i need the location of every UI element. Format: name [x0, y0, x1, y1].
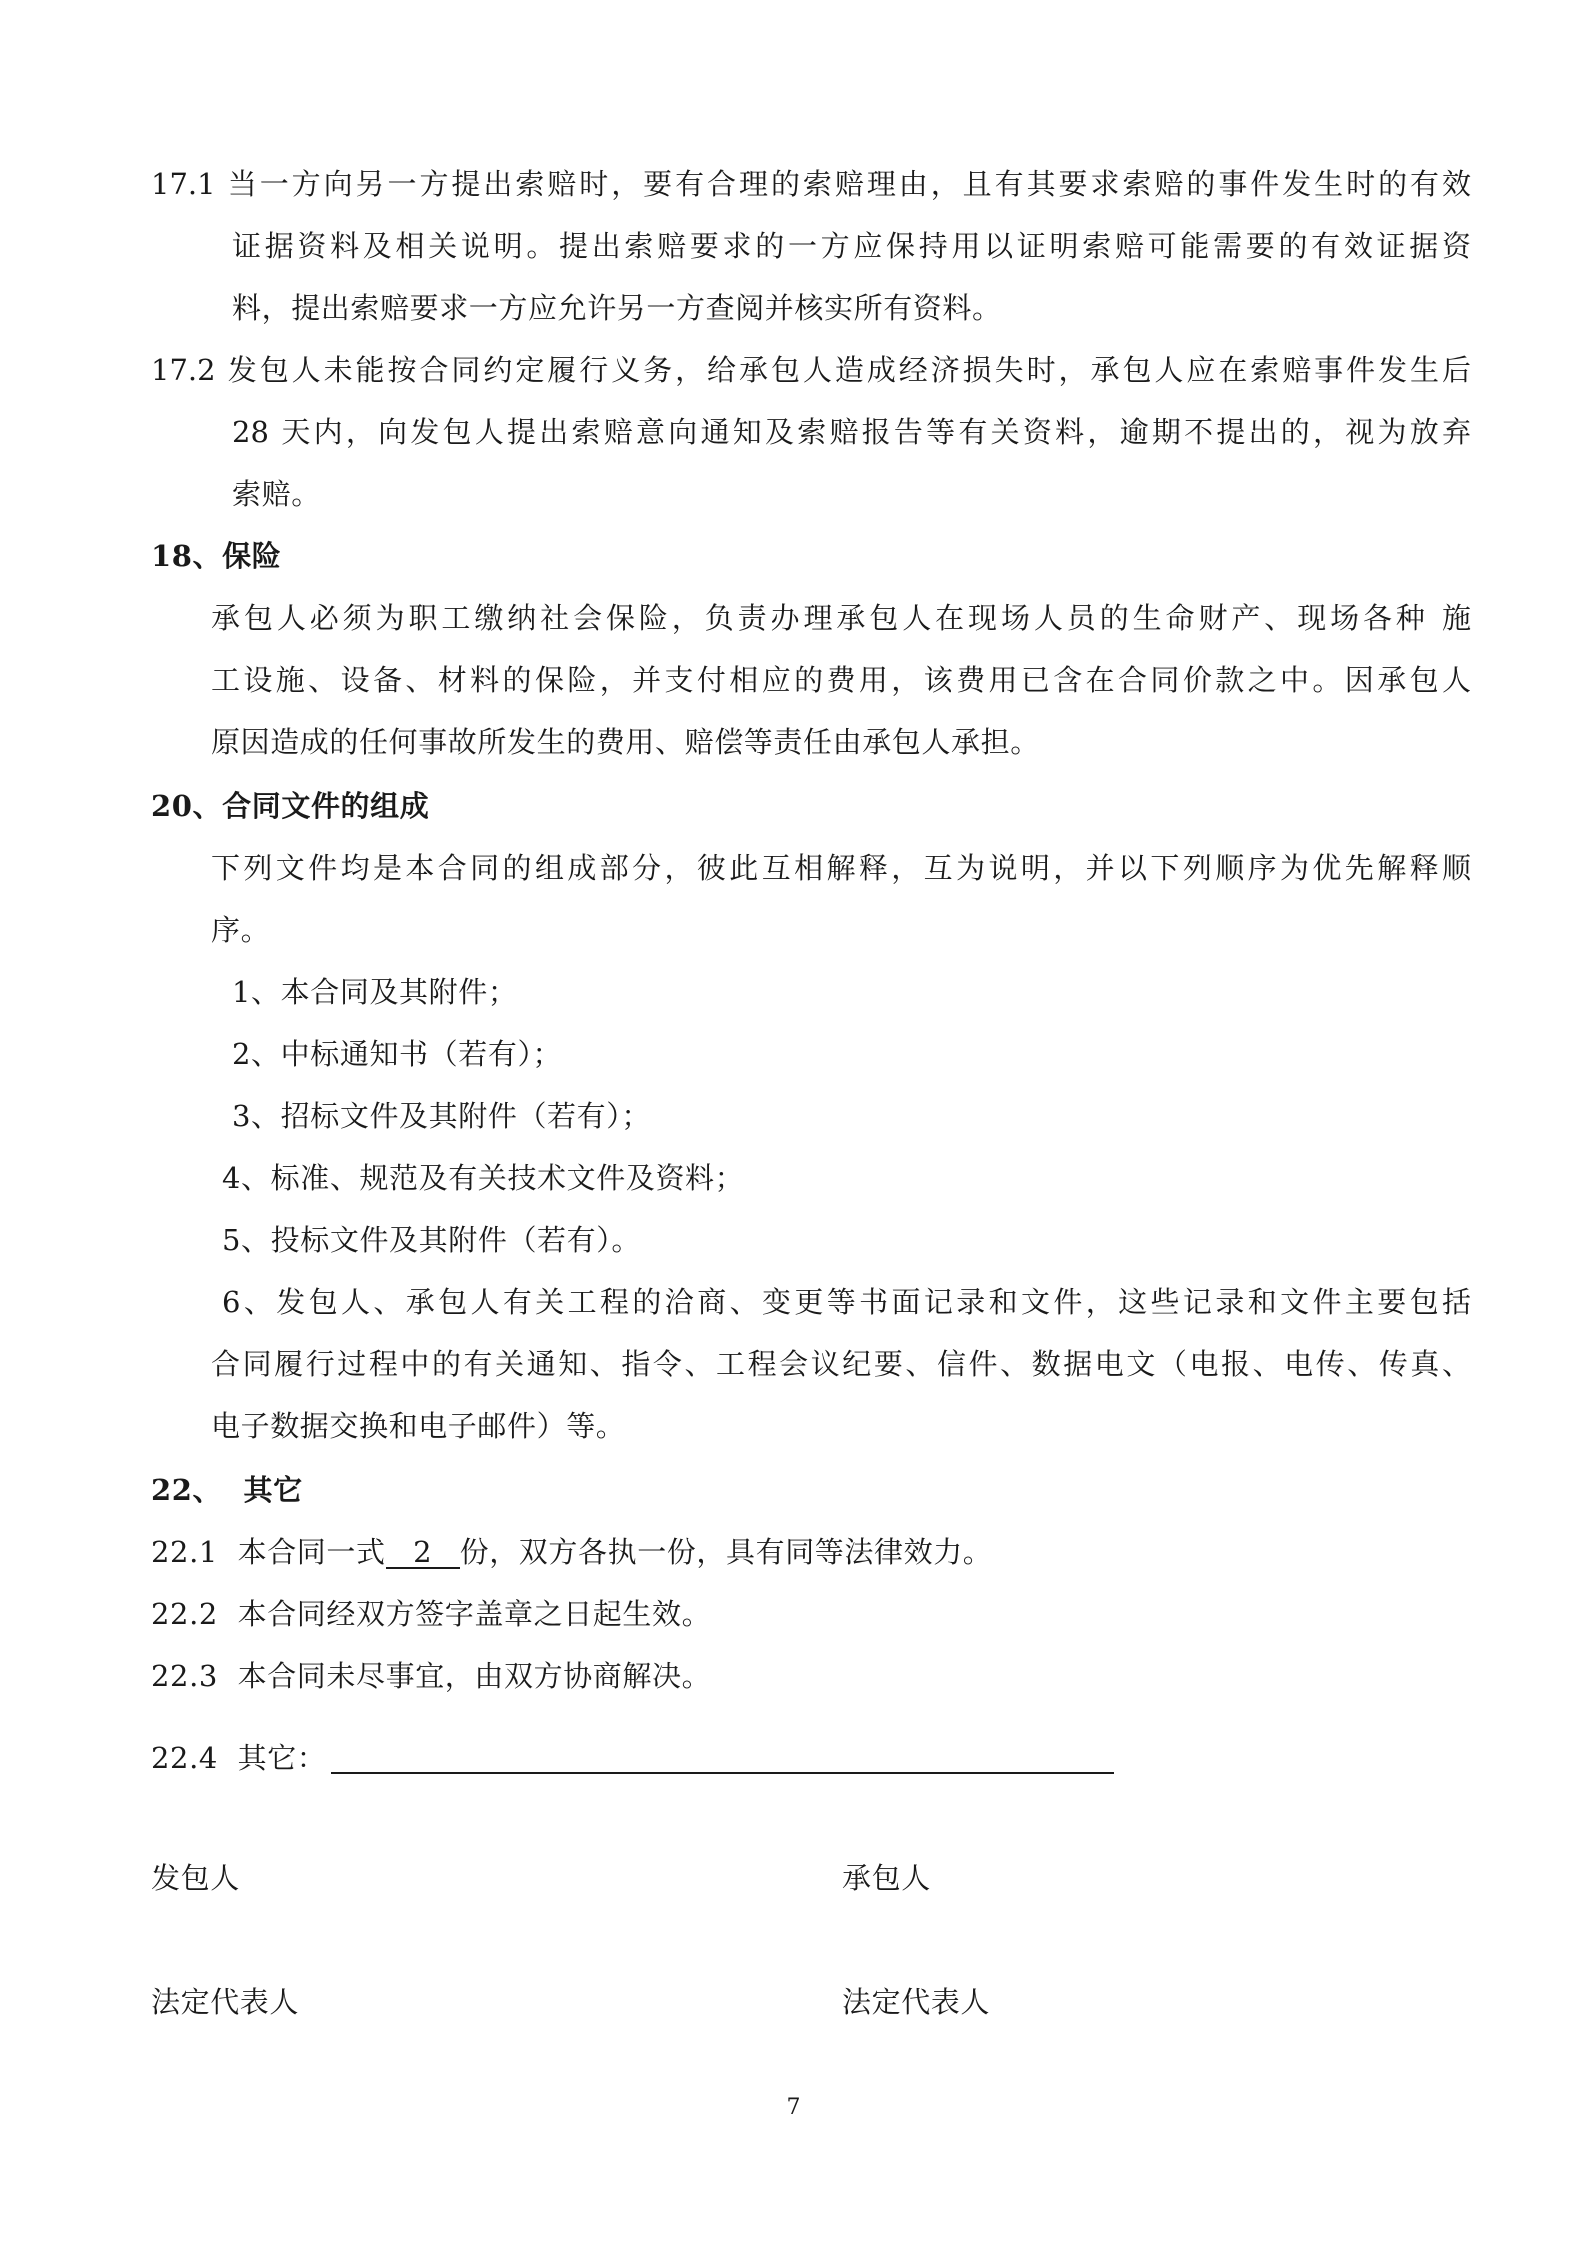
section-20-intro-line-2: 序。 — [211, 913, 271, 947]
clause-17-2-line-2: 28 天内，向发包人提出索赔意向通知及索赔报告等有关资料，逾期不提出的，视为放弃 — [232, 415, 1471, 449]
section-20-item-3: 3、招标文件及其附件（若有）； — [232, 1099, 651, 1133]
clause-22-1-suffix: 份，双方各执一份，具有同等法律效力。 — [459, 1535, 993, 1569]
party-a-representative-label: 法定代表人 — [151, 1985, 300, 2019]
clause-22-1-prefix: 22.1 本合同一式 — [151, 1535, 386, 1569]
section-20-intro-line-1: 下列文件均是本合同的组成部分，彼此互相解释，互为说明，并以下列顺序为优先解释顺 — [211, 851, 1471, 885]
party-a-label: 发包人 — [151, 1861, 240, 1895]
section-18-line-3: 原因造成的任何事故所发生的费用、赔偿等责任由承包人承担。 — [211, 725, 1040, 759]
section-20-item-4: 4、标准、规范及有关技术文件及资料； — [222, 1161, 745, 1195]
other-terms-blank-line — [331, 1772, 1114, 1774]
clause-22-4: 22.4 其它： — [151, 1741, 327, 1775]
clause-22-3: 22.3 本合同未尽事宜，由双方协商解决。 — [151, 1659, 712, 1693]
party-b-representative-label: 法定代表人 — [842, 1985, 991, 2019]
copies-count: 2 — [386, 1537, 460, 1569]
section-20-heading: 20、合同文件的组成 — [151, 789, 430, 823]
section-18-line-1: 承包人必须为职工缴纳社会保险，负责办理承包人在现场人员的生命财产、现场各种 施 — [211, 601, 1471, 635]
clause-22-2: 22.2 本合同经双方签字盖章之日起生效。 — [151, 1597, 712, 1631]
section-20-item-5: 5、投标文件及其附件（若有）。 — [222, 1223, 641, 1257]
clause-17-1-line-3: 料，提出索赔要求一方应允许另一方查阅并核实所有资料。 — [232, 291, 1002, 325]
party-b-label: 承包人 — [842, 1861, 931, 1895]
section-18-line-2: 工设施、设备、材料的保险，并支付相应的费用，该费用已含在合同价款之中。因承包人 — [211, 663, 1471, 697]
clause-17-1-line-2: 证据资料及相关说明。提出索赔要求的一方应保持用以证明索赔可能需要的有效证据资 — [232, 229, 1471, 263]
section-20-item-2: 2、中标通知书（若有）； — [232, 1037, 563, 1071]
clause-17-2-line-3: 索赔。 — [232, 477, 321, 511]
section-20-item-6-line-1: 6、发包人、承包人有关工程的洽商、变更等书面记录和文件，这些记录和文件主要包括 — [222, 1285, 1471, 1319]
section-18-heading: 18、保险 — [151, 539, 282, 573]
clause-17-2-line-1: 17.2 发包人未能按合同约定履行义务，给承包人造成经济损失时，承包人应在索赔事件发生后 — [151, 353, 1471, 387]
section-22-heading: 22、 其它 — [151, 1473, 303, 1507]
clause-22-1 — [151, 1532, 992, 1572]
page-number: 7 — [786, 2095, 801, 2120]
section-20-item-6-line-2: 合同履行过程中的有关通知、指令、工程会议纪要、信件、数据电文（电报、电传、传真、 — [211, 1347, 1471, 1381]
section-20-item-6-line-3: 电子数据交换和电子邮件）等。 — [211, 1409, 626, 1443]
section-20-item-1: 1、本合同及其附件； — [232, 975, 518, 1009]
clause-17-1-line-1: 17.1 当一方向另一方提出索赔时，要有合理的索赔理由，且有其要求索赔的事件发生时的有效 — [151, 167, 1471, 201]
